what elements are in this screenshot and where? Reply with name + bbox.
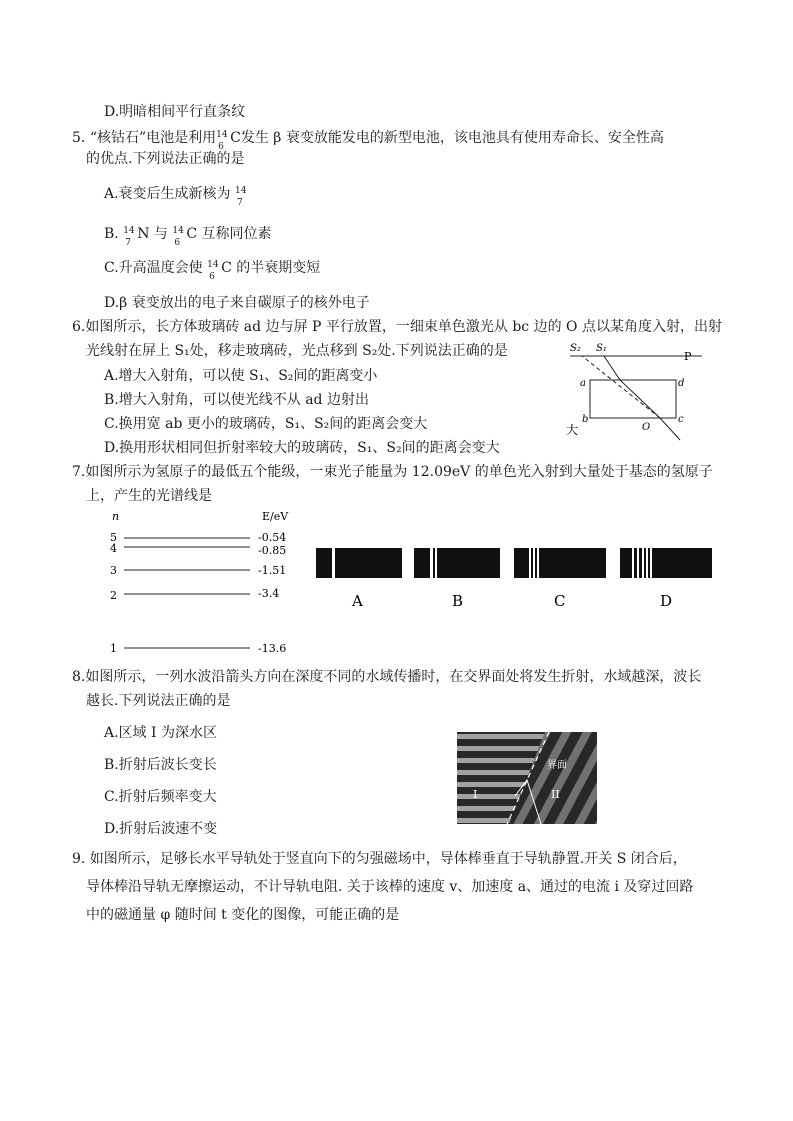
q5-stem-line2: 的优点.下列说法正确的是 xyxy=(86,151,245,167)
region-2-label: II xyxy=(551,788,560,801)
q9-stem-line1: 9. 如图所示，足够长水平导轨处于竖直向下的匀强磁场中，导体棒垂直于导轨静置.开关 S 闭合后， xyxy=(72,851,687,867)
q5-option-a: A.衰变后生成新核为 14 7 xyxy=(104,182,249,206)
q5-option-b-nuclide-c: 14 6 xyxy=(172,226,184,248)
spectrum-d-label: D xyxy=(660,592,673,610)
q5-nuclide-symbol: C xyxy=(230,130,241,146)
level-5-e: -0.54 xyxy=(258,531,287,544)
spectrum-b-label: B xyxy=(452,592,464,610)
label-s2: S₂ xyxy=(570,343,581,354)
q5-stem-part1: “核钴石”电池是利用 xyxy=(89,130,217,146)
q5-number: 5. xyxy=(72,130,86,146)
label-b: b xyxy=(582,414,589,425)
label-d: d xyxy=(678,378,685,389)
spectrum-a xyxy=(316,548,402,578)
level-2-n: 2 xyxy=(110,589,117,602)
interface-label: 界面 xyxy=(547,760,567,771)
q5-stem-part2: 发生 β 衰变放能发电的新型电池，该电池具有使用寿命长、安全性高 xyxy=(240,130,664,146)
glass-brick xyxy=(590,380,676,418)
label-p: P xyxy=(684,350,692,363)
spectrum-c xyxy=(514,548,606,578)
label-da: 大 xyxy=(566,423,579,437)
spectrum-c-label: C xyxy=(554,592,566,610)
q5-option-c: C.升高温度会使 14 6 C 的半衰期变短 xyxy=(104,256,320,280)
q6-option-c: C.换用宽 ab 更小的玻璃砖，S₁、S₂间的距离会变大 xyxy=(104,416,428,432)
q6-stem-line2: 光线射在屏上 S₁处，移走玻璃砖，光点移到 S₂处.下列说法正确的是 xyxy=(86,343,508,359)
q5-option-b: B. 14 7 N 与 14 6 C 互称同位素 xyxy=(104,222,272,246)
label-s1: S₁ xyxy=(596,343,607,354)
spectrum-d xyxy=(620,548,712,578)
q8-option-d: D.折射后波速不变 xyxy=(104,821,218,837)
level-4-e: -0.85 xyxy=(258,544,287,557)
q5-stem-line1 xyxy=(72,126,664,150)
label-o: O xyxy=(642,422,651,433)
q8-water-wave-photo xyxy=(457,732,597,824)
q8-stem-line2: 越长.下列说法正确的是 xyxy=(86,693,231,709)
region-1-label: I xyxy=(473,788,478,801)
q7-energy-level-diagram xyxy=(100,506,300,656)
spectrum-a-label: A xyxy=(352,592,363,610)
level-3-e: -1.51 xyxy=(258,564,287,577)
q9-stem-line3: 中的磁通量 φ 随时间 t 变化的图像，可能正确的是 xyxy=(86,907,400,923)
level-1-n: 1 xyxy=(110,642,117,655)
q8-option-b: B.折射后波长变长 xyxy=(104,757,217,773)
q8-option-c: C.折射后频率变大 xyxy=(104,789,217,805)
n-axis-label: n xyxy=(112,510,120,523)
q6-option-a: A.增大入射角，可以使 S₁、S₂间的距离变小 xyxy=(104,368,378,384)
q6-glass-figure xyxy=(560,338,710,442)
q5-nuclide-c14: 14 6 xyxy=(216,130,228,152)
q8-option-a: A.区域 I 为深水区 xyxy=(104,725,217,741)
q7-stem-line1: 7.如图所示为氢原子的最低五个能级，一束光子能量为 12.09eV 的单色光入射到大量处于基态的氢原子 xyxy=(72,464,713,480)
q6-option-d: D.换用形状相同但折射率较大的玻璃砖，S₁、S₂间的距离会变大 xyxy=(104,440,500,456)
level-5-n: 5 xyxy=(110,531,117,544)
q6-option-b: B.增大入射角，可以使光线不从 ad 边射出 xyxy=(104,392,369,408)
q7-spectra xyxy=(314,544,724,614)
label-c: c xyxy=(678,414,684,425)
q5-option-c-nuclide: 14 6 xyxy=(207,260,219,282)
q6-stem-line1: 6.如图所示，长方体玻璃砖 ad 边与屏 P 平行放置，一细束单色激光从 bc 边的 O 点以某角度入射，出射 xyxy=(72,319,722,335)
q9-stem-line2: 导体棒沿导轨无摩擦运动，不计导轨电阻. 关于该棒的速度 v、加速度 a、通过的电流 i 及穿过回路 xyxy=(86,879,694,895)
q5-option-a-nuclide: 14 7 xyxy=(235,186,247,208)
spectrum-b xyxy=(414,548,500,578)
q5-option-b-nuclide-n: 14 7 xyxy=(123,226,135,248)
e-axis-label: E/eV xyxy=(262,510,289,523)
q7-stem-line2: 上，产生的光谱线是 xyxy=(86,488,212,504)
q8-stem-line1: 8.如图所示，一列水波沿箭头方向在深度不同的水域传播时，在交界面处将发生折射，水域越深，波长 xyxy=(72,669,702,685)
level-3-n: 3 xyxy=(110,564,117,577)
level-4-n: 4 xyxy=(110,542,117,555)
q4-option-d: D.明暗相间平行直条纹 xyxy=(104,104,246,120)
q5-option-d: D.β 衰变放出的电子来自碳原子的核外电子 xyxy=(104,295,370,311)
level-1-e: -13.6 xyxy=(258,642,287,655)
level-2-e: -3.4 xyxy=(258,587,280,600)
label-a: a xyxy=(580,378,586,389)
unrefracted-ray xyxy=(582,356,660,418)
